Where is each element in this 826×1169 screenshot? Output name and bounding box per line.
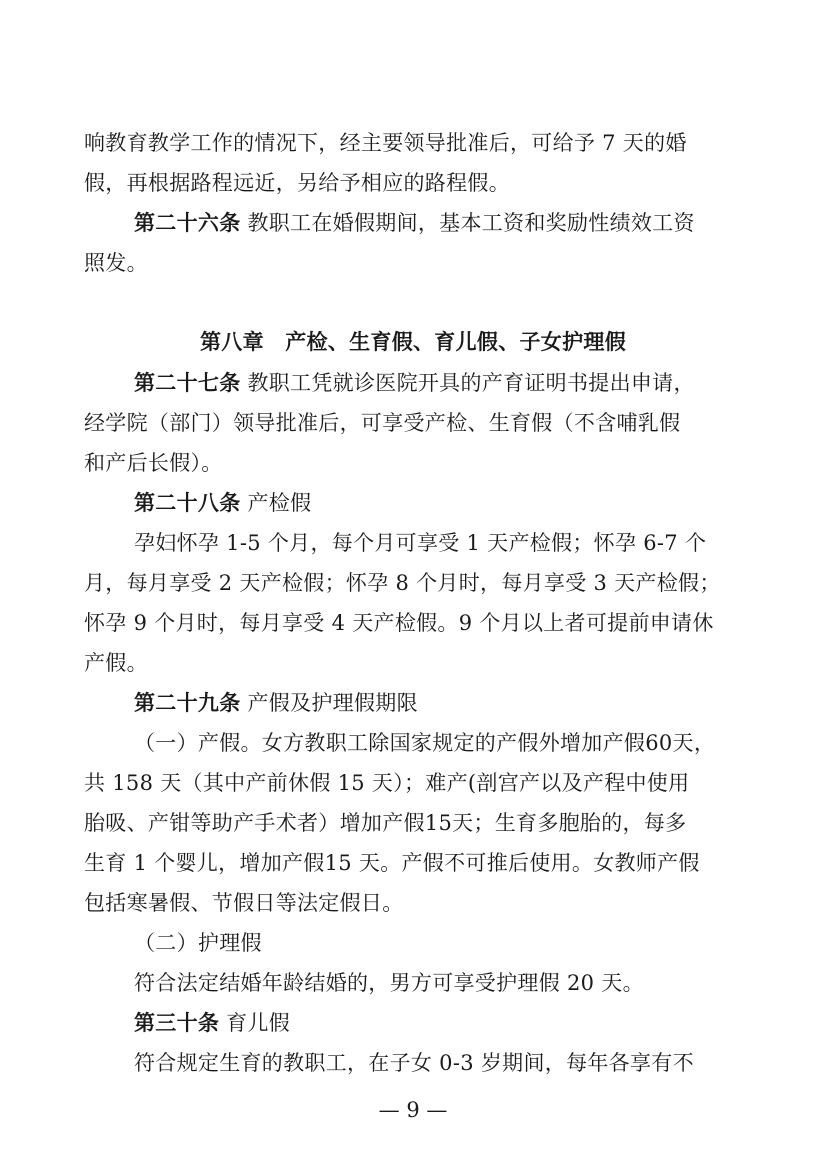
article-label: 第二十九条 bbox=[134, 691, 241, 715]
body-line: 和产后长假）。 bbox=[84, 451, 223, 475]
body-line: 孕妇怀孕 1-5 个月，每个月可享受 1 天产检假；怀孕 6-7 个 bbox=[134, 531, 707, 555]
body-line: 怀孕 9 个月时，每月享受 4 天产检假。9 个月以上者可提前申请休 bbox=[84, 611, 714, 635]
article-30 bbox=[134, 1008, 744, 1038]
body-line: 产假。 bbox=[84, 651, 148, 675]
article-label: 第二十六条 bbox=[134, 211, 241, 235]
body-line: 响教育教学工作的情况下，经主要领导批准后，可给予 7 天的婚 bbox=[84, 131, 687, 155]
article-text: 产检假 bbox=[240, 491, 312, 515]
body-line: 假，再根据路程远近，另给予相应的路程假。 bbox=[84, 171, 510, 195]
body-line: 胎吸、产钳等助产手术者）增加产假15天；生育多胞胎的，每多 bbox=[84, 811, 687, 835]
body-line: 符合法定结婚年龄结婚的，男方可享受护理假 20 天。 bbox=[134, 971, 644, 995]
body-line: 月，每月享受 2 天产检假；怀孕 8 个月时，每月享受 3 天产检假； bbox=[84, 571, 721, 595]
article-29 bbox=[134, 688, 744, 718]
body-line: 共 158 天（其中产前休假 15 天）；难产(剖宫产以及产程中使用 bbox=[84, 771, 690, 795]
article-27 bbox=[134, 368, 744, 398]
body-line: 包括寒暑假、节假日等法定假日。 bbox=[84, 891, 404, 915]
article-text: 教职工凭就诊医院开具的产育证明书提出申请， bbox=[240, 371, 695, 395]
body-line: 经学院（部门）领导批准后，可享受产检、生育假（不含哺乳假 bbox=[84, 411, 681, 435]
article-text: 教职工在婚假期间，基本工资和奖励性绩效工资 bbox=[240, 211, 695, 235]
body-line: （二）护理假 bbox=[134, 931, 262, 955]
article-label: 第二十七条 bbox=[134, 371, 241, 395]
article-label: 第三十条 bbox=[134, 1011, 220, 1035]
body-line: 符合规定生育的教职工，在子女 0-3 岁期间，每年各享有不 bbox=[134, 1051, 694, 1075]
body-line: （一）产假。女方教职工除国家规定的产假外增加产假60天， bbox=[134, 731, 716, 755]
article-28 bbox=[134, 488, 744, 518]
chapter-heading: 第八章 产检、生育假、育儿假、子女护理假 bbox=[200, 330, 626, 354]
article-text: 育儿假 bbox=[219, 1011, 291, 1035]
body-line: 照发。 bbox=[84, 251, 148, 275]
article-label: 第二十八条 bbox=[134, 491, 241, 515]
article-text: 产假及护理假期限 bbox=[240, 691, 418, 715]
body-line: 生育 1 个婴儿，增加产假15 天。产假不可推后使用。女教师产假 bbox=[84, 851, 700, 875]
page-number: — 9 — bbox=[378, 1098, 448, 1122]
article-26 bbox=[134, 208, 744, 238]
